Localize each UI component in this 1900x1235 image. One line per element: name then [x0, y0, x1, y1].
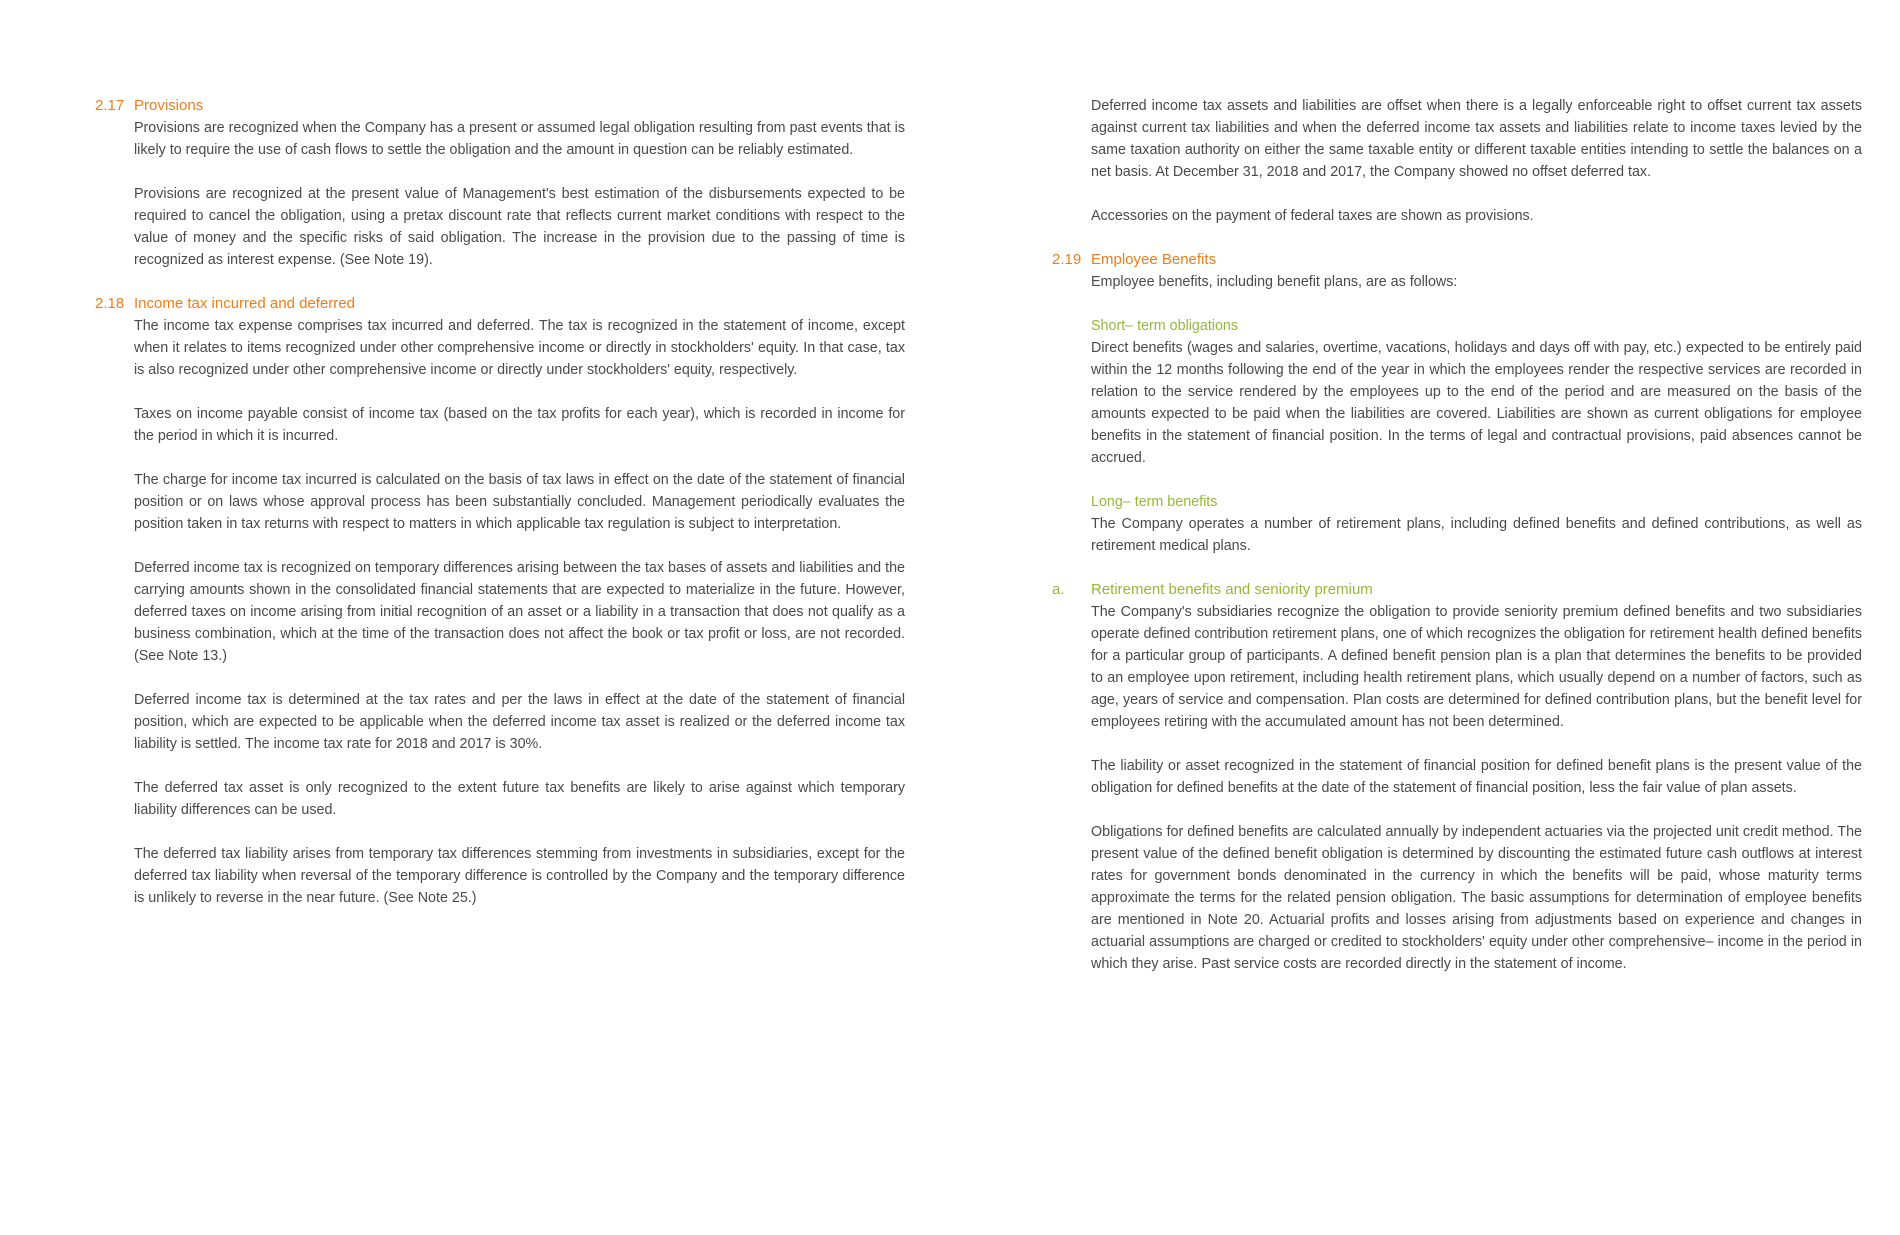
section-title: Employee Benefits: [1091, 251, 1217, 268]
paragraph: The deferred tax asset is only recognized to the extent future tax benefits are likely to arise against which temporary liability differences can be used.: [134, 780, 905, 818]
paragraph: Accessories on the payment of federal taxes are shown as provisions.: [1091, 208, 1534, 224]
subsection-title: Short– term obligations: [1091, 318, 1239, 334]
section-title: Income tax incurred and deferred: [134, 295, 355, 312]
paragraph: Provisions are recognized when the Company has a present or assumed legal obligation resulting from past events that is likely to require the use of cash flows to settle the obligation and the amount in question can be reliably estimated.: [134, 120, 905, 158]
section-title: Provisions: [134, 97, 204, 114]
paragraph: Deferred income tax is determined at the tax rates and per the laws in effect at the date of the statement of financial position, which are expected to be applicable when the deferred income tax asset is realized or the deferred income tax liability is settled. The income tax rate for 2018 and 2017 is 30%.: [134, 692, 905, 752]
paragraph: The liability or asset recognized in the statement of financial position for defined benefit plans is the present value of the obligation for defined benefits at the date of the statement of financial position, less the fair value of plan assets.: [1091, 758, 1862, 796]
paragraph: Employee benefits, including benefit plans, are as follows:: [1091, 274, 1458, 290]
paragraph: The Company operates a number of retirement plans, including defined benefits and defined contributions, as well as retirement medical plans.: [1091, 516, 1862, 554]
right-column: [1052, 95, 1862, 997]
paragraph: Direct benefits (wages and salaries, overtime, vacations, holidays and days off with pay, etc.) expected to be entirely paid within the 12 months following the end of the year in which the employees render the respective services are recorded in relation to the service rendered by the employees up to the end of the period and are measured on the basis of the amounts expected to be paid when the liabilities are covered. Liabilities are shown as current obligations for employee benefits in the statement of financial position. In the terms of legal and contractual provisions, paid absences cannot be accrued.: [1091, 340, 1862, 466]
section-number: 2.19: [1052, 251, 1082, 268]
section-title: Retirement benefits and seniority premium: [1091, 581, 1373, 598]
section-2-18: [95, 293, 905, 909]
paragraph: The deferred tax liability arises from temporary tax differences stemming from investments in subsidiaries, except for the deferred tax liability when reversal of the temporary difference is controlled by the Company and the temporary difference is unlikely to reverse in the near future. (See Note 25.): [134, 846, 905, 906]
subsection-short-term: [1091, 315, 1862, 469]
paragraph: Provisions are recognized at the present value of Management's best estimation of the disbursements expected to be required to cancel the obligation, using a pretax discount rate that reflects current market conditions with respect to the value of money and the specific risks of said obligation. The increase in the provision due to the passing of time is recognized as interest expense. (See Note 19).: [134, 186, 905, 268]
left-column: [95, 95, 905, 931]
section-2-19: [1052, 249, 1862, 557]
paragraph: The Company's subsidiaries recognize the obligation to provide seniority premium defined benefits and two subsidiaries operate defined contribution retirement plans, one of which recognizes the obligation for retirement health defined benefits for a particular group of participants. A defined benefit pension plan is a plan that determines the benefits to be provided to an employee upon retirement, including health retirement plans, which usually depend on a number of factors, such as age, years of service and compensation. Plan costs are determined for defined contribution plans, but the benefit level for employees retiring with the accumulated amount has not been determined.: [1091, 604, 1862, 730]
section-body: [134, 117, 905, 271]
section-heading: [1052, 579, 1862, 601]
paragraph: Taxes on income payable consist of income tax (based on the tax profits for each year), which is recorded in income for the period in which it is incurred.: [134, 406, 905, 444]
section-2-17: [95, 95, 905, 271]
section-body: [1091, 271, 1862, 557]
section-heading: [1052, 249, 1862, 271]
section-number: a.: [1052, 581, 1065, 598]
subsection-title: Long– term benefits: [1091, 494, 1218, 510]
paragraph: The charge for income tax incurred is calculated on the basis of tax laws in effect on the date of the statement of financial position or on laws whose approval process has been substantially concluded. Management periodically evaluates the position taken in tax returns with respect to matters in which applicable tax regulation is subject to interpretation.: [134, 472, 905, 532]
section-2-18-continued: [1052, 95, 1862, 227]
section-a: [1052, 579, 1862, 975]
section-body: [1091, 601, 1862, 975]
section-body: [134, 315, 905, 909]
section-heading: [95, 293, 905, 315]
paragraph: Deferred income tax is recognized on temporary differences arising between the tax bases of assets and liabilities and the carrying amounts shown in the consolidated financial statements that are expected to materialize in the future. However, deferred taxes on income arising from initial recognition of an asset or a liability in a transaction that does not qualify as a business combination, which at the time of the transaction does not affect the book or tax profit or loss, are not recorded. (See Note 13.): [134, 560, 905, 664]
section-body: [1091, 95, 1862, 227]
paragraph: The income tax expense comprises tax incurred and deferred. The tax is recognized in the statement of income, except when it relates to items recognized under other comprehensive income or directly in stockholders' equity. In that case, tax is also recognized under other comprehensive income or directly under stockholders' equity, respectively.: [134, 318, 905, 378]
subsection-long-term: [1091, 491, 1862, 557]
paragraph: Obligations for defined benefits are calculated annually by independent actuaries via the projected unit credit method. The present value of the defined benefit obligation is determined by discounting the estimated future cash outflows at interest rates for government bonds denominated in the currency in which the benefits will be paid, whose maturity terms approximate the terms for the related pension obligation. The basic assumptions for determination of employee benefits are mentioned in Note 20. Actuarial profits and losses arising from adjustments based on experience and changes in actuarial assumptions are charged or credited to stockholders' equity under other comprehensive– income in the period in which they arise. Past service costs are recorded directly in the statement of income.: [1091, 824, 1862, 972]
section-number: 2.17: [95, 97, 125, 114]
section-number: 2.18: [95, 295, 125, 312]
paragraph: Deferred income tax assets and liabilities are offset when there is a legally enforceable right to offset current tax assets against current tax liabilities and when the deferred income tax assets and liabilities relate to income taxes levied by the same taxation authority on either the same taxable entity or different taxable entities intending to settle the balances on a net basis. At December 31, 2018 and 2017, the Company showed no offset deferred tax.: [1091, 98, 1862, 180]
section-heading: [95, 95, 905, 117]
